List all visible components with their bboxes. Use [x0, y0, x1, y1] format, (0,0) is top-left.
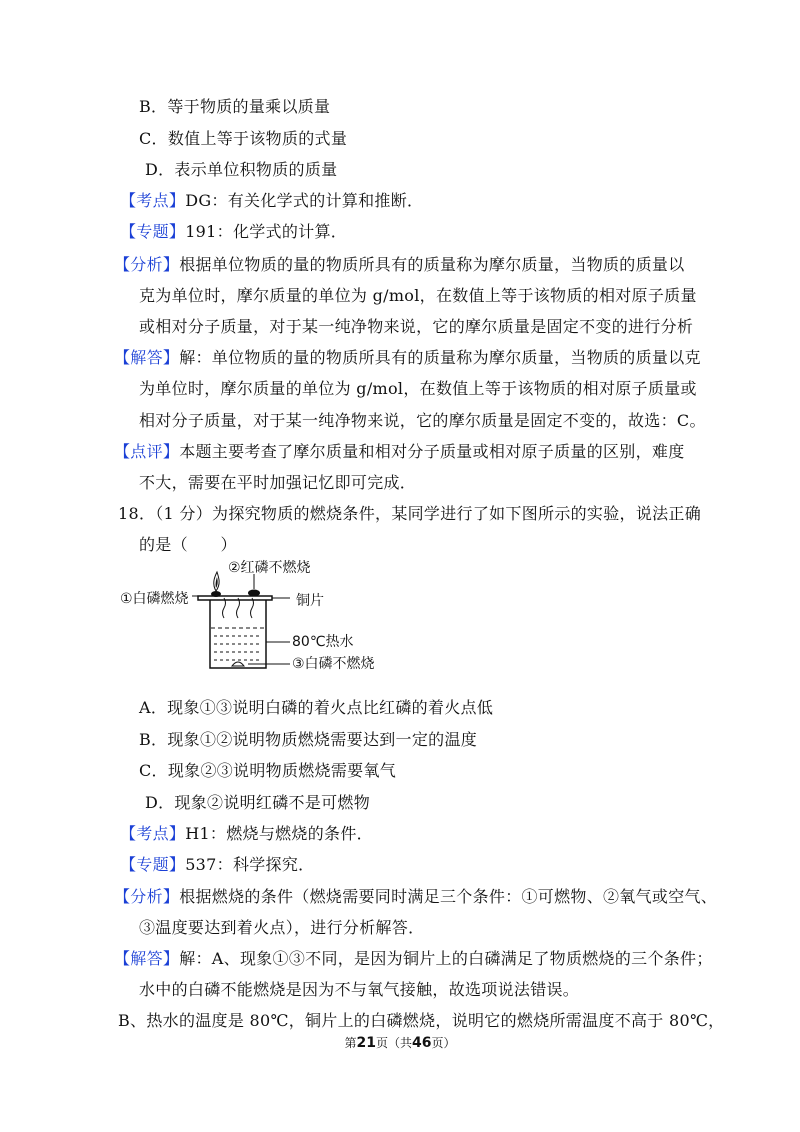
q18-kaodian	[120, 823, 373, 845]
steam	[223, 598, 226, 618]
q17-fenxi-line1	[114, 254, 685, 276]
kaodian-text: H1：燃烧与燃烧的条件．	[185, 824, 373, 843]
label-white-phosphorus: ①白磷燃烧	[120, 591, 189, 607]
q18-option-c: C．现象②③说明物质燃烧需要氧气	[139, 761, 397, 780]
kaodian-text: DG：有关化学式的计算和推断．	[185, 191, 424, 210]
footer-total-pages: 46	[412, 1035, 432, 1051]
footer-page-number: 21	[356, 1035, 376, 1051]
label-hot-water: 80℃热水	[292, 634, 354, 650]
dianping-text: 本题主要考查了摩尔质量和相对分子质量或相对原子质量的区别，难度	[179, 442, 685, 461]
fenxi-tag: 【分析】	[114, 887, 180, 906]
fenxi-text: 根据单位物质的量的物质所具有的质量称为摩尔质量，当物质的质量以	[179, 255, 685, 274]
jieda-text: 解：单位物质的量的物质所具有的质量称为摩尔质量，当物质的质量以克	[179, 348, 701, 367]
zhuanti-tag: 【专题】	[120, 855, 186, 874]
q17-option-b: B．等于物质的量乘以质量	[139, 97, 331, 116]
jieda-text: 解：A、现象①③不同，是因为铜片上的白磷满足了物质燃烧的三个条件；	[179, 949, 713, 968]
q17-zhuanti	[120, 221, 347, 243]
beaker	[210, 600, 266, 668]
footer-suffix: 页）	[431, 1036, 456, 1050]
q18-fenxi-line1	[114, 886, 717, 908]
label-white-phosphorus-water: ③白磷不燃烧	[292, 656, 375, 672]
q18-stem-line2: 的是（ ）	[139, 535, 237, 554]
white-phosphorus-on-plate	[211, 591, 221, 597]
kaodian-tag: 【考点】	[120, 191, 186, 210]
q17-fenxi-line2: 克为单位时，摩尔质量的单位为 g/mol，在数值上等于该物质的相对原子质量	[139, 286, 697, 305]
label-red-phosphorus: ②红磷不燃烧	[228, 560, 311, 576]
q18-jieda-line2: 水中的白磷不能燃烧是因为不与氧气接触，故选项说法错误。	[139, 980, 580, 999]
q18-explanation-b: B、热水的温度是 80℃，铜片上的白磷燃烧，说明它的燃烧所需温度不高于 80℃，	[118, 1011, 725, 1030]
page-footer	[0, 1034, 800, 1051]
q17-jieda-line2: 为单位时，摩尔质量的单位为 g/mol，在数值上等于该物质的相对原子质量或	[139, 379, 697, 398]
jieda-tag: 【解答】	[114, 949, 180, 968]
q17-fenxi-line3: 或相对分子质量，对于某一纯净物来说，它的摩尔质量是固定不变的进行分析	[139, 317, 694, 336]
zhuanti-tag: 【专题】	[120, 222, 186, 241]
q18-stem-line1: 18．（1 分）为探究物质的燃烧条件，某同学进行了如下图所示的实验，说法正确	[118, 504, 702, 523]
q17-option-d: D．表示单位积物质的质量	[145, 160, 338, 179]
q18-option-d: D．现象②说明红磷不是可燃物	[145, 793, 371, 812]
label-copper: 铜片	[296, 593, 324, 609]
zhuanti-text: 537：科学探究．	[185, 855, 315, 874]
dianping-tag: 【点评】	[114, 442, 180, 461]
q18-option-b: B．现象①②说明物质燃烧需要达到一定的温度	[139, 730, 478, 749]
q18-zhuanti	[120, 854, 314, 876]
q17-dianping-line1	[114, 441, 685, 463]
footer-prefix: 第	[344, 1036, 357, 1050]
kaodian-tag: 【考点】	[120, 824, 186, 843]
red-phosphorus	[248, 590, 260, 597]
q17-option-c: C．数值上等于该物质的式量	[139, 129, 348, 148]
fenxi-tag: 【分析】	[114, 255, 180, 274]
jieda-tag: 【解答】	[114, 348, 180, 367]
q18-option-a: A．现象①③说明白磷的着火点比红磷的着火点低	[139, 698, 494, 717]
footer-middle: 页（共	[375, 1036, 412, 1050]
combustion-experiment-figure	[120, 558, 380, 678]
q17-jieda-line1	[114, 347, 701, 369]
zhuanti-text: 191：化学式的计算．	[185, 222, 348, 241]
q18-fenxi-line2: ③温度要达到着火点），进行分析解答．	[139, 918, 425, 937]
white-phosphorus-in-water	[232, 662, 244, 666]
q17-jieda-line3: 相对分子质量，对于某一纯净物来说，它的摩尔质量是固定不变的，故选：C。	[139, 411, 706, 430]
q17-kaodian	[120, 190, 423, 212]
copper-plate	[198, 596, 272, 600]
q18-jieda-line1	[114, 948, 713, 970]
fenxi-text: 根据燃烧的条件（燃烧需要同时满足三个条件：①可燃物、②氧气或空气、	[179, 887, 718, 906]
q17-dianping-line2: 不大，需要在平时加强记忆即可完成．	[139, 473, 417, 492]
